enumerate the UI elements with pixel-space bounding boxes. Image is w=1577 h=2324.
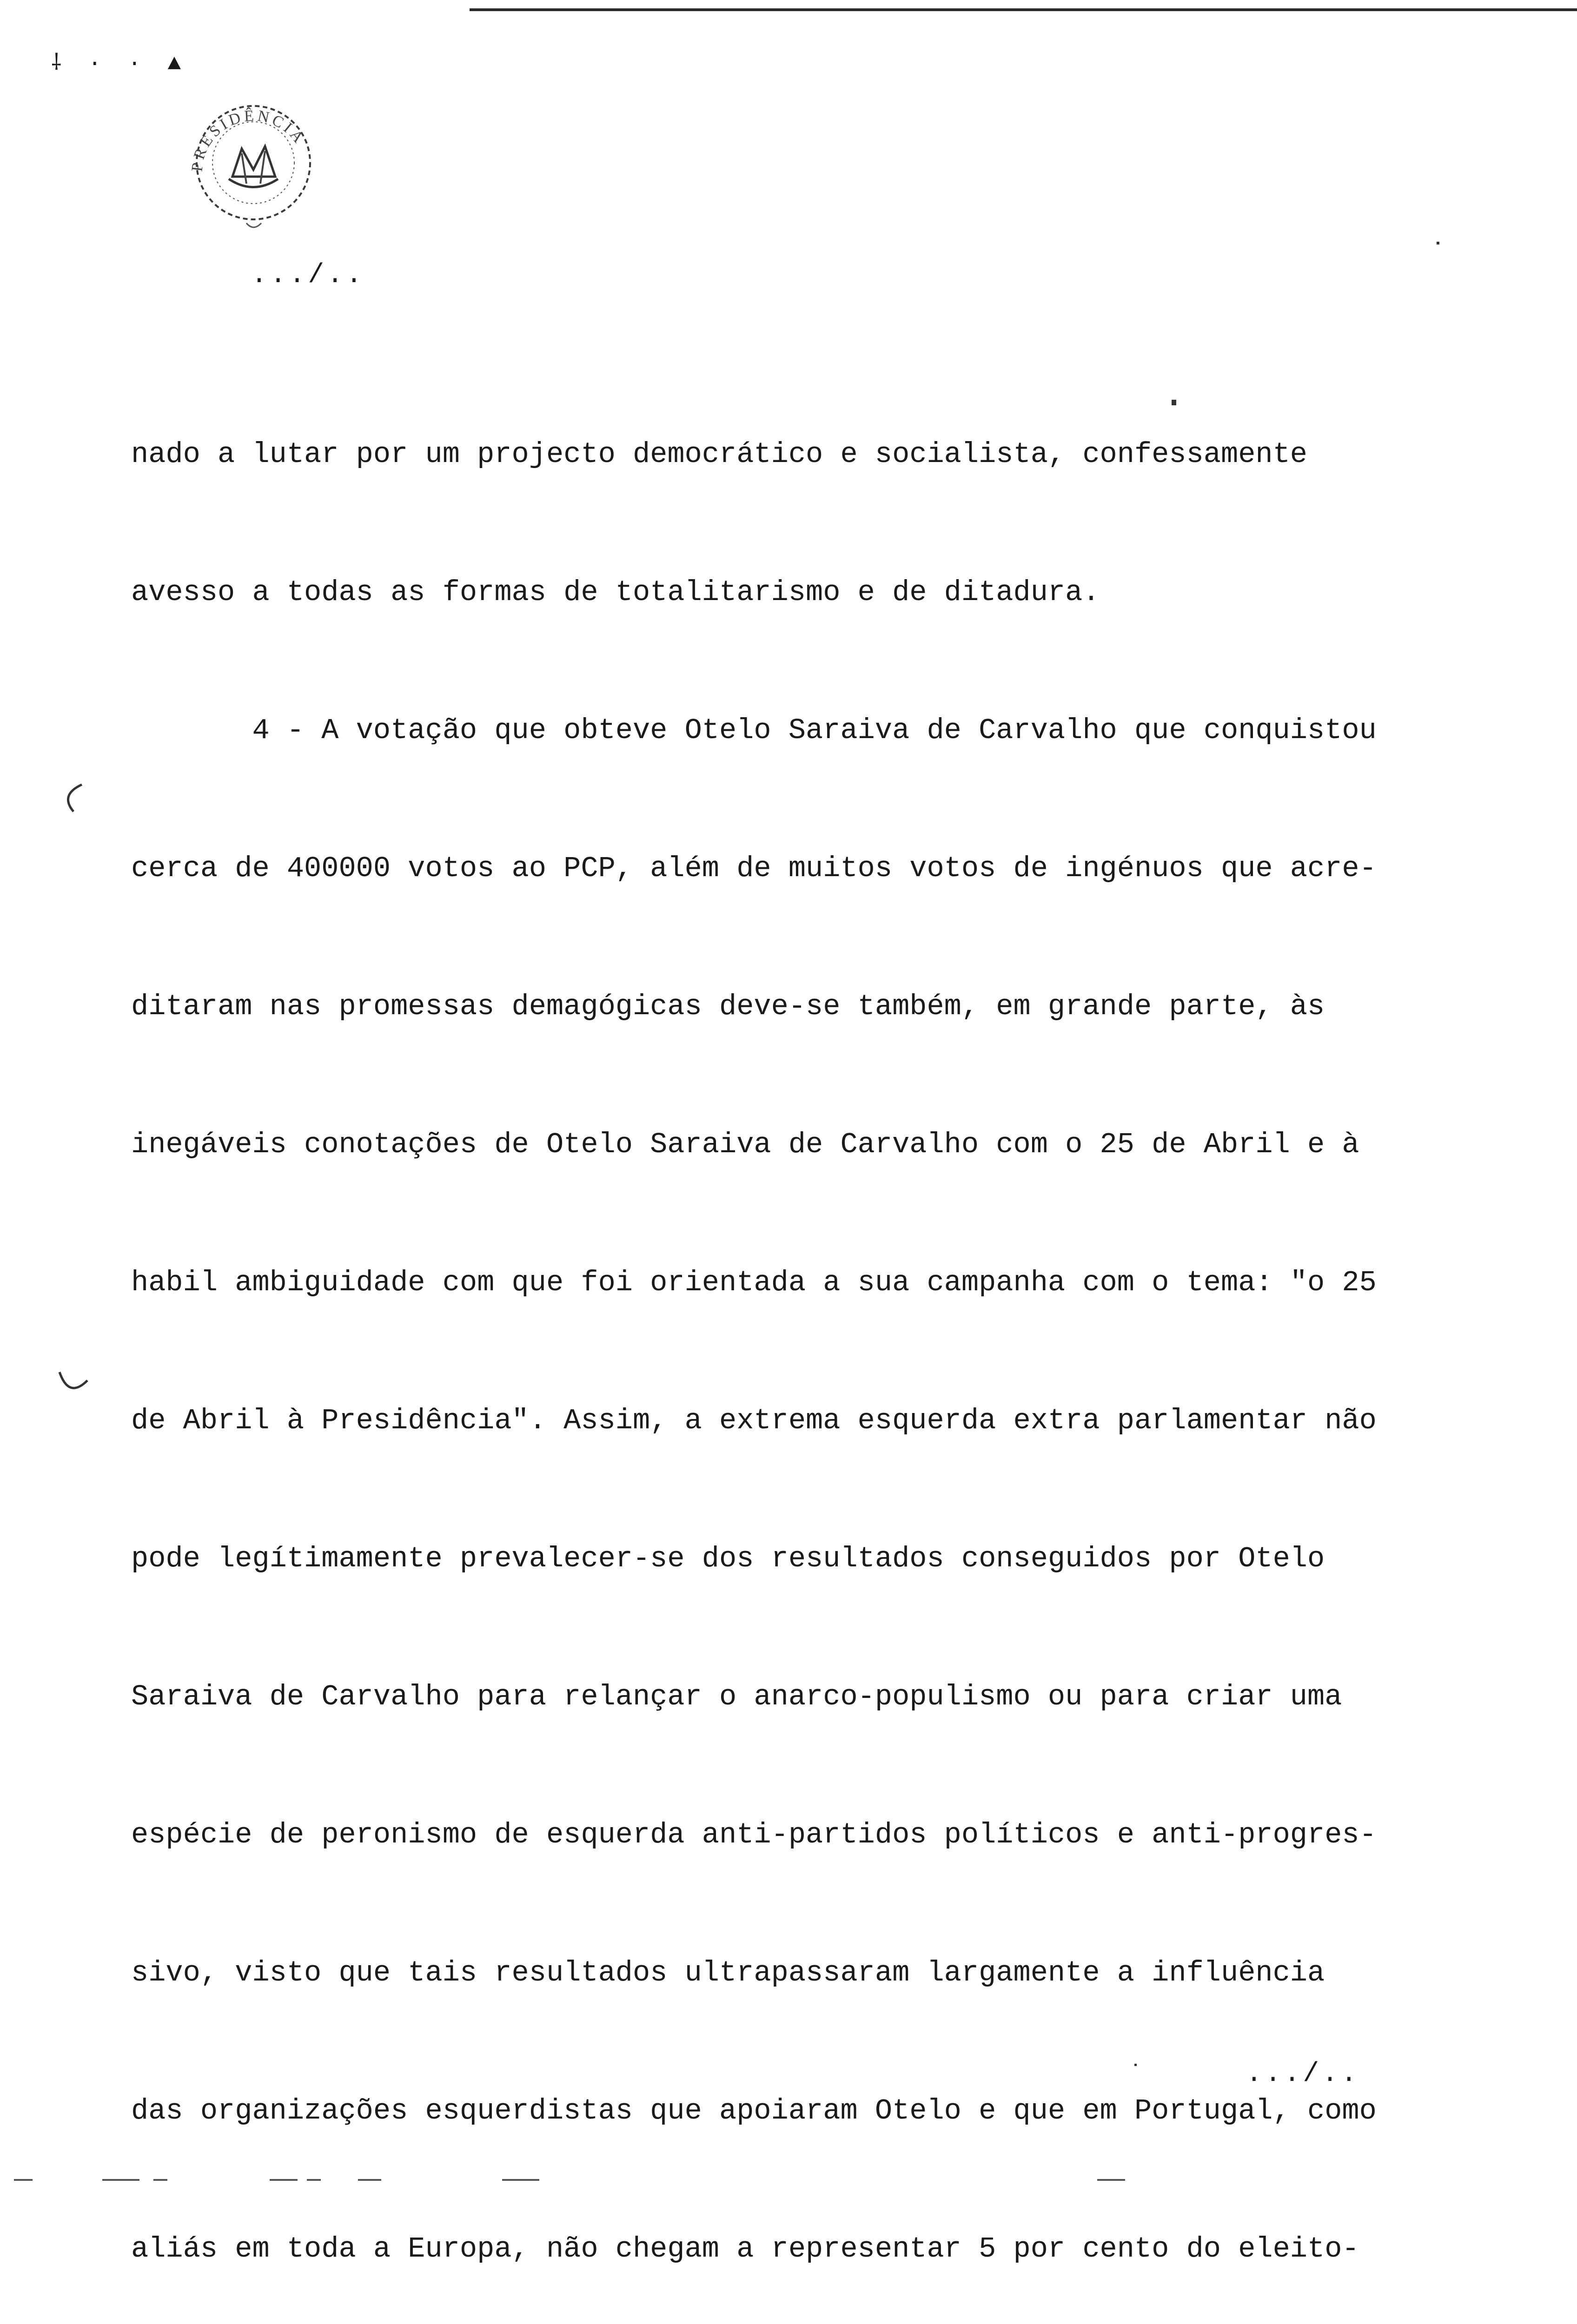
scan-artifact-dashes — [0, 2175, 1577, 2185]
document-body — [131, 339, 1521, 2324]
text-line: avesso a todas as formas de totalitarismo e de ditadura. — [131, 576, 1100, 609]
text-line: aliás em toda a Europa, não chegam a representar 5 por cento do eleito- — [131, 2232, 1359, 2265]
continuation-marker-top: .../.. — [251, 260, 365, 290]
seal-lettering: PRESIDÊNCIA — [188, 107, 309, 172]
scan-edge-line — [470, 8, 1577, 11]
text-line: cerca de 400000 votos ao PCP, além de muitos votos de ingénuos que acre- — [131, 852, 1377, 885]
text-line: inegáveis conotações de Otelo Saraiva de Carvalho com o 25 de Abril e à — [131, 1128, 1359, 1161]
seal-stamp — [177, 84, 330, 242]
paragraph-4-first-line: 4 - A votação que obteve Otelo Saraiva de Carvalho que conquistou — [131, 714, 1377, 747]
text-line: pode legítimamente prevalecer-se dos resultados conseguidos por Otelo — [131, 1542, 1325, 1575]
corner-mark: ⸸ · · ▲ — [51, 52, 188, 77]
ink-speck — [1437, 242, 1439, 244]
seal-stamp-graphic — [177, 84, 330, 242]
text-line: ditaram nas promessas demagógicas deve-se também, em grande parte, às — [131, 990, 1325, 1023]
text-line: de Abril à Presidência". Assim, a extrema esquerda extra parlamentar não — [131, 1404, 1377, 1437]
text-line: nado a lutar por um projecto democrático e socialista, confessamente — [131, 438, 1308, 471]
margin-bracket-mark — [55, 1367, 89, 1401]
text-line: Saraiva de Carvalho para relançar o anarco-populismo ou para criar uma — [131, 1680, 1342, 1713]
text-line: espécie de peronismo de esquerda anti-partidos políticos e anti-progres- — [131, 1818, 1377, 1851]
continuation-marker-bottom: .../.. — [1246, 2059, 1360, 2089]
ink-speck — [1172, 400, 1176, 405]
text-line: das organizações esquerdistas que apoiaram Otelo e que em Portugal, como — [131, 2094, 1377, 2127]
text-line: sivo, visto que tais resultados ultrapassaram largamente a influência — [131, 1956, 1325, 1989]
margin-bracket-mark — [55, 781, 89, 815]
text-line: habil ambiguidade com que foi orientada a sua campanha com o tema: "o 25 — [131, 1266, 1377, 1299]
ink-speck — [1134, 2064, 1137, 2066]
